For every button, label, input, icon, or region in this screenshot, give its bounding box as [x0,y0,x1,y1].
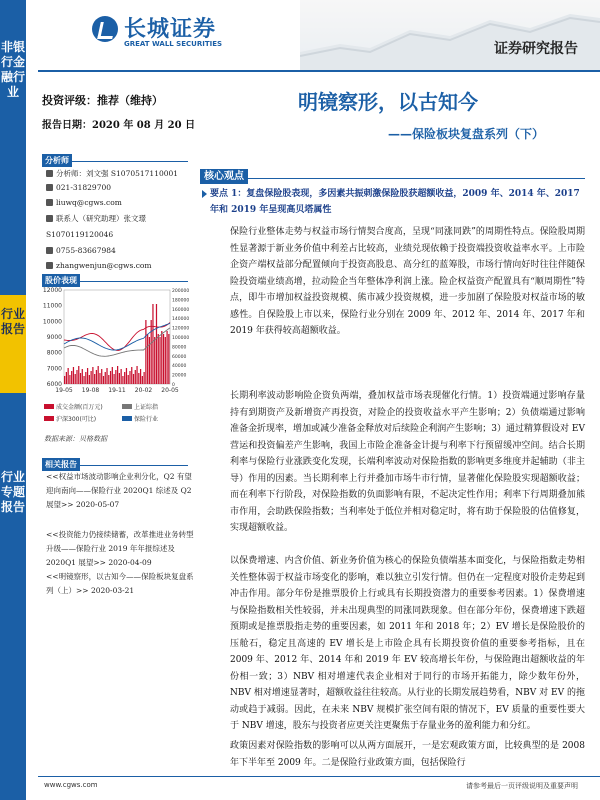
related-report-1[interactable]: <<权益市场波动影响企业利分化，Q2 有望迎向南向——保险行业 2020Q1 综述及 Q2 展望>> 2020-05-07 [46,472,192,509]
volume-bar [64,376,65,384]
volume-bar [101,369,102,384]
volume-bar [91,371,92,384]
volume-bar [117,366,118,384]
volume-bar [131,367,132,384]
analyst-line-6 [46,246,116,255]
volume-bar [121,369,122,384]
volume-bar [103,376,104,384]
volume-bar [108,375,109,384]
data-source: 数据来源：贝格数据 [44,435,107,443]
volume-bar [122,376,123,384]
footer-website[interactable]: www.cgws.com [44,781,98,789]
company-logo [92,12,232,52]
report-type: 证券研究报告 [494,41,578,57]
volume-bar [98,366,99,384]
volume-bar [135,370,136,384]
volume-bar [115,370,116,384]
volume-bar [94,374,95,384]
analyst-line-4 [46,213,146,224]
y-left-tick-label: 7000 [46,365,62,373]
legend-label: 成交金额(百万元) [56,404,103,411]
stock-performance-chart [40,284,200,404]
person-icon [46,215,53,222]
volume-bar [87,368,88,384]
x-tick-label: 19-11 [108,387,126,394]
y-left-tick-label: 9000 [46,334,62,341]
legend-label: 上证综指 [134,404,159,411]
volume-bar [75,374,76,384]
report-date: 报告日期：2020 年 08 月 20 日 [42,120,196,131]
volume-bar [83,376,84,384]
volume-bar [119,373,120,384]
volume-bar [152,304,153,384]
volume-bar [99,373,100,384]
legend-item [44,414,96,423]
volume-bar [124,372,125,384]
volume-bar [106,368,107,384]
volume-bar [138,373,139,384]
y-right-tick-label: 160000 [172,307,190,313]
legend-swatch [44,404,54,409]
analyst-line-3 [46,198,122,207]
paragraph-2: 长期利率波动影响险企资负两端，叠加权益市场表现催化行情。1）投资端通过影响存量持有到期资产及新增资产再投资，对险企的投资收益水平产生影响；2）负债端通过影响准备金折现率，增加或减少准备金释放对后续险企利润产生影响；3）通过精算假设对 EV 营运和投资偏差产生影响，我国上市险企准备金计提与利率下行预留缓冲空间。结合长期利率与保险行业涨跌变化发现，长端利率波动对保险指数的影响更多维度并起辅助（非主导）作用的因素。当长期利率上行并叠加市场牛市行情，显著催化保险股实现超额收益；而在利率下行阶段，对保险指数的负面影响有限，不起决定性作用；利率下行周期叠加熊市作用，会助跌保险指数；当利率处于低位并相对稳定时，将有助于保险股的估值修复，实现超额收益。 [230,391,585,533]
volume-bar [126,368,127,384]
sidebar-category-block [0,295,26,393]
volume-bar [158,334,159,384]
x-tick-label: 19-05 [55,387,73,394]
volume-bar [69,375,70,384]
related-section-label: 相关报告 [42,458,80,471]
related-report-2[interactable]: <<投资能力仍接续储蓄，改革推进业务转型升级——保险行业 2019 年年报综述及 2020Q1 展望>> 2020-04-09 [46,530,194,567]
volume-bar [76,370,77,384]
paragraph-1: 保险行业整体走势与权益市场行情契合度高，呈现“同涨同跌”的周期性特点。保险股周期性显著源于新业务价值中利差占比较高，业绩兑现依赖于投资端投资收益率水平。上市险企资产端权益部分配置倾向于投资高股息、高分红的蓝筹股，市场行情向好时往往伴随保险投资端业绩高增，拉动险企当年整体净利润上涨。险企权益资产配置具有“顺周期性”特点，即牛市增加权益投资规模、熊市减少投资规模，进一步加剧了保险股对权益市场的敏感性。自保险股上市以来，保险行业分别在 2009 年、2012 年、2014 年、2017 年和 2019 年获得较高超额收益。 [230,227,585,336]
paragraph-4: 政策因素对保险指数的影响可以从两方面展开，一是宏观政策方面，比较典型的是 2008 年下半年至 2009 年。二是保险行业政策方面，包括保险行 [230,741,585,768]
y-right-tick-label: 100000 [172,336,190,341]
y-left-tick-label: 10000 [42,318,62,326]
legend-label: 沪深300(可比) [56,416,97,423]
volume-bar [147,334,148,384]
volume-bar [112,367,113,384]
x-tick-label: 20-05 [161,387,179,394]
phone-icon [46,184,53,191]
volume-bar [71,371,72,384]
volume-bar [66,372,67,384]
person-icon [46,170,53,177]
volume-bar [89,375,90,384]
email-icon [46,199,53,206]
volume-bar [159,337,160,384]
analyst-phone: 021-31829700 [56,183,112,192]
key-point-1: 要点 1：复盘保险股表现，多因素共振刺激保险股获超额收益，2009 年、2014 年、2017 年和 2019 年呈现高贝塔属性 [210,186,585,218]
analyst-email[interactable]: liuwq@cgws.com [56,198,122,207]
investment-rating: 投资评级：推荐（维持） [42,94,163,107]
report-subtitle: ——保险板块复盘系列（下） [388,127,545,141]
logo-en-text: GREAT WALL SECURITIES [124,40,223,48]
great-wall-banner [300,0,600,70]
logo-cn-text: 长城证券 [124,17,217,42]
sidebar-subcategory: 行业专题报告 [0,470,25,514]
volume-bar [82,369,83,384]
chart-section-header [42,268,188,285]
analyst-line-1 [46,168,178,179]
volume-bar [154,337,155,384]
legend-item [122,402,158,411]
legend-swatch [44,416,54,421]
legend-swatch [122,404,132,409]
x-tick-label: 19-08 [81,387,100,394]
volume-bar [151,320,152,384]
volume-bar [163,334,164,384]
analyst-name: 分析师：刘文强 S1070517110001 [56,169,179,178]
paragraph-3: 以保费增速、内含价值、新业务价值为核心的保险负债端基本面变化，与保险指数走势相关性整体弱于权益市场变化的影响，难以独立引发行情。但仍在一定程度对股价走势起到冲击作用。部分年份是推票股价上行或具有长期投资潜力的重要参考因素。1）保费增速与保险指数相关性较弱，并未出现典型的同涨同跌现象。但在部分年份，保费增速下跌超预期或是推票股指走势的重要因素，如 2011 年和 2018 年；2）EV 增长是保险股价的压舱石，稳定且高速的 EV 增长是上市险企具有长期投资价值的重要参考指标，且在 2009 年、2012 年、2014 年和 2019 年 EV 较高增长年份，与保险跑出超额收益的年份相一致；3）NBV 相对增速代表企业相对于同行的市场开拓能力，除少数年份外，NBV 相对增速显著时，超额收益往往较高。从行业的长期发展趋势看，NBV 对 EV 的拖动或趋于减弱。因此，在未来 NBV 规模扩张空间有限的情况下，EV 质量的重要性要大于 NBV 增速，股东与投资者应更关注更聚焦于存量业务的盈利能力和分红。 [230,556,585,731]
great-wall-icon [300,0,600,70]
analyst-line-5: S1070119120046 [46,230,114,239]
volume-bar [110,371,111,384]
y-right-tick-label: 40000 [172,364,187,370]
left-sidebar [0,0,26,800]
sidebar-category: 行业报告 [0,307,25,336]
volume-bar [105,372,106,384]
footer-disclaimer: 请参考最后一页评级说明及重要声明 [466,782,578,790]
y-right-tick-label: 80000 [172,345,187,351]
y-left-tick-label: 8000 [46,349,62,357]
volume-bar [78,366,79,384]
legend-swatch [122,416,132,421]
volume-bar [113,374,114,384]
x-tick-label: 20-02 [134,387,153,394]
volume-bar [96,370,97,384]
related-report-3[interactable]: <<明镜察形，以古知今——保险板块复盘系列（上）>> 2020-03-21 [46,572,194,595]
core-view-header [200,164,585,182]
y-right-tick-label: 20000 [172,373,187,379]
y-left-tick-label: 12000 [42,287,62,294]
contact-email[interactable]: zhangwenjun@cgws.com [56,261,152,270]
analyst-section-label: 分析师 [42,154,72,167]
logo-icon [92,16,118,42]
volume-bar [166,331,167,384]
volume-bar [136,366,137,384]
y-left-tick-label: 11000 [42,302,62,310]
analyst-line-2 [46,183,111,192]
y-left-tick-label: 6000 [46,381,62,388]
legend-label: 保险行业 [134,416,159,423]
volume-bar [161,331,162,384]
volume-bar [128,375,129,384]
volume-bar [68,368,69,384]
volume-bar [144,372,145,384]
volume-bar [142,376,143,384]
contact-name: 联系人（研究助理）张文璟 [56,214,146,223]
legend-item [44,402,103,411]
y-right-tick-label: 180000 [172,298,190,304]
volume-bar [80,373,81,384]
core-view-label: 核心观点 [200,169,248,184]
volume-bar [85,372,86,384]
volume-bar [73,367,74,384]
related-section-header [42,452,188,469]
volume-bar [140,369,141,384]
y-right-tick-label: 200000 [172,289,190,294]
header-divider [38,70,600,72]
volume-bar [156,304,157,384]
sidebar-industry: 非银行金融行业 [0,40,25,99]
volume-bar [129,371,130,384]
footer-divider [38,776,600,777]
legend-item [122,414,158,423]
analyst-section-header [42,148,188,165]
report-title: 明镜察形，以古知今 [298,90,478,114]
y-right-tick-label: 0 [172,383,175,388]
chart-section-label: 股价表现 [42,274,80,287]
y-right-tick-label: 120000 [172,326,190,332]
y-right-tick-label: 140000 [172,317,190,323]
contact-phone: 0755-83667984 [56,246,116,255]
volume-bar [168,334,169,384]
phone-icon [46,247,53,254]
volume-bar [145,320,146,384]
y-right-tick-label: 60000 [172,354,187,360]
volume-bar [165,337,166,384]
volume-bar [133,374,134,384]
volume-bar [92,367,93,384]
